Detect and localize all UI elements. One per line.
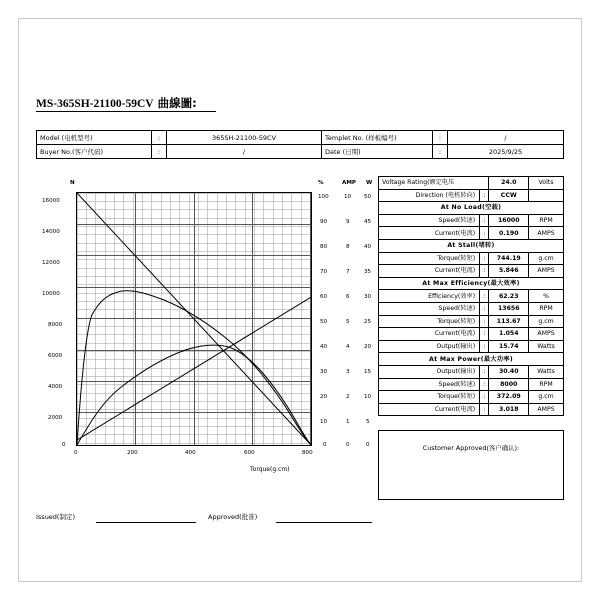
spec-label-direction: Direction (电机转向)	[379, 189, 480, 202]
spec-value-stall-current: 5.846	[489, 265, 529, 278]
spec-value-direction: CCW	[489, 189, 529, 202]
header-value-buyer: /	[167, 145, 322, 159]
spec-label-eff-current: Current(电流)	[379, 328, 480, 341]
xtick-400: 400	[185, 450, 196, 456]
axis-label-amp: AMP	[342, 180, 356, 186]
x-axis-title: Torque(g.cm)	[250, 466, 290, 473]
spec-value-eff-torque: 113.67	[489, 315, 529, 328]
ytick-pct-20: 20	[320, 394, 328, 400]
ytick-pct-50: 50	[320, 319, 328, 325]
ytick-w-30: 30	[364, 294, 372, 300]
spec-unit-stall-current: AMPS	[529, 265, 564, 278]
approved-label: Approved(批准)	[208, 513, 258, 521]
spec-unit-stall-torque: g.cm	[529, 252, 564, 265]
spec-unit-noload-current: AMPS	[529, 227, 564, 240]
spec-section-max-efficiency: At Max Efficiency(最大效率)	[379, 277, 564, 290]
table-row	[379, 252, 564, 265]
spec-unit-noload-speed: RPM	[529, 214, 564, 227]
spec-label-power-output: Output(输出)	[379, 365, 480, 378]
header-info-table	[36, 130, 564, 159]
spec-colon: :	[480, 302, 489, 315]
ytick-amp-9: 9	[346, 219, 350, 225]
ytick-amp-6: 6	[346, 294, 350, 300]
header-value-date: 2025/9/25	[448, 145, 564, 159]
spec-colon: :	[480, 227, 489, 240]
table-row	[37, 145, 564, 159]
ytick-n-2000: 2000	[48, 415, 63, 421]
header-colon: :	[152, 131, 167, 145]
spec-value-power-speed: 8000	[489, 378, 529, 391]
axis-label-percent: %	[318, 180, 324, 186]
spec-value-stall-torque: 744.19	[489, 252, 529, 265]
table-row	[379, 378, 564, 391]
page-title-model: MS-365SH-21100-59CV	[36, 98, 154, 110]
table-row	[379, 403, 564, 416]
efficiency-curve	[77, 291, 311, 445]
spec-unit-direction	[529, 189, 564, 202]
header-label-model: Model (电机型号)	[37, 131, 152, 145]
spec-label-power-speed: Speed(转速)	[379, 378, 480, 391]
table-row	[379, 239, 564, 252]
ytick-amp-0: 0	[346, 442, 350, 448]
spec-label-stall-torque: Torque(转矩)	[379, 252, 480, 265]
spec-value-power-output: 30.40	[489, 365, 529, 378]
header-label-templet: Templet No. (样板编号)	[322, 131, 433, 145]
header-colon: :	[433, 131, 448, 145]
spec-unit-eff-speed: RPM	[529, 302, 564, 315]
spec-unit-voltage: Volts	[529, 177, 564, 190]
spec-value-eff-efficiency: 62.23	[489, 290, 529, 303]
spec-label-noload-current: Current(电流)	[379, 227, 480, 240]
axis-label-n: N	[70, 180, 75, 186]
ytick-amp-2: 2	[346, 394, 350, 400]
ytick-n-6000: 6000	[48, 353, 63, 359]
spec-colon: :	[480, 290, 489, 303]
ytick-pct-80: 80	[320, 244, 328, 250]
spec-value-eff-output: 15.74	[489, 340, 529, 353]
spec-label-noload-speed: Speed(转速)	[379, 214, 480, 227]
spec-section-stall: At Stall(堵转)	[379, 239, 564, 252]
spec-value-power-current: 3.018	[489, 403, 529, 416]
spec-value-voltage: 24.0	[489, 177, 529, 190]
ytick-w-0: 0	[366, 442, 370, 448]
header-colon: :	[152, 145, 167, 159]
page-title	[36, 95, 197, 111]
spec-unit-eff-torque: g.cm	[529, 315, 564, 328]
title-underline	[36, 111, 216, 112]
table-row	[379, 277, 564, 290]
spec-colon: :	[480, 214, 489, 227]
ytick-n-10000: 10000	[42, 291, 60, 297]
ytick-w-25: 25	[364, 319, 372, 325]
spec-colon: :	[480, 378, 489, 391]
spec-unit-eff-output: Watts	[529, 340, 564, 353]
ytick-n-16000: 16000	[42, 198, 60, 204]
spec-label-eff-efficiency: Efficiency(效率)	[379, 290, 480, 303]
header-value-templet: /	[448, 131, 564, 145]
table-row	[379, 340, 564, 353]
table-row	[379, 353, 564, 366]
spec-section-no-load: At No Load(空载)	[379, 202, 564, 215]
header-label-buyer: Buyer No.(客户代码)	[37, 145, 152, 159]
ytick-amp-3: 3	[346, 369, 350, 375]
table-row	[379, 302, 564, 315]
spec-label-voltage: Voltage Rating(额定电压	[379, 177, 489, 190]
spec-colon: :	[480, 189, 489, 202]
ytick-w-15: 15	[364, 369, 372, 375]
table-row	[37, 131, 564, 145]
spec-label-power-current: Current(电流)	[379, 403, 480, 416]
table-row	[379, 328, 564, 341]
spec-section-max-power: At Max Power(最大功率)	[379, 353, 564, 366]
ytick-pct-70: 70	[320, 269, 328, 275]
ytick-pct-90: 90	[320, 219, 328, 225]
table-row	[379, 214, 564, 227]
ytick-pct-40: 40	[320, 344, 328, 350]
spec-value-noload-current: 0.190	[489, 227, 529, 240]
ytick-n-14000: 14000	[42, 229, 60, 235]
spec-label-power-torque: Torque(转矩)	[379, 391, 480, 404]
spec-unit-eff-current: AMPS	[529, 328, 564, 341]
spec-colon: :	[480, 365, 489, 378]
header-label-date: Date (日期)	[322, 145, 433, 159]
spec-value-eff-speed: 13656	[489, 302, 529, 315]
plot-area	[76, 192, 312, 446]
spec-colon: :	[480, 328, 489, 341]
table-row	[379, 315, 564, 328]
ytick-w-40: 40	[364, 244, 372, 250]
spec-unit-power-current: AMPS	[529, 403, 564, 416]
ytick-n-12000: 12000	[42, 260, 60, 266]
ytick-w-20: 20	[364, 344, 372, 350]
spec-label-eff-torque: Torque(转矩)	[379, 315, 480, 328]
ytick-amp-10: 10	[344, 194, 352, 200]
ytick-w-10: 10	[364, 394, 372, 400]
performance-chart	[36, 176, 372, 516]
table-row	[379, 202, 564, 215]
ytick-amp-4: 4	[346, 344, 350, 350]
specification-table	[378, 176, 564, 416]
spec-unit-power-speed: RPM	[529, 378, 564, 391]
spec-colon: :	[480, 403, 489, 416]
header-colon: :	[433, 145, 448, 159]
axis-label-w: W	[366, 180, 373, 186]
spec-value-power-torque: 372.09	[489, 391, 529, 404]
power-curve	[77, 345, 311, 445]
spec-unit-power-output: Watts	[529, 365, 564, 378]
spec-colon: :	[480, 391, 489, 404]
issued-label: Issued(制定)	[36, 513, 76, 521]
ytick-pct-0: 0	[323, 442, 327, 448]
ytick-w-50: 50	[364, 194, 372, 200]
spec-value-eff-current: 1.054	[489, 328, 529, 341]
spec-colon: :	[480, 340, 489, 353]
ytick-pct-60: 60	[320, 294, 328, 300]
xtick-800: 800	[302, 450, 313, 456]
customer-approval-label: Customer Approved(客户确认):	[422, 444, 520, 452]
header-value-model: 365SH-21100-59CV	[167, 131, 322, 145]
customer-approval-box	[378, 430, 564, 500]
spec-unit-power-torque: g.cm	[529, 391, 564, 404]
ytick-w-5: 5	[366, 419, 370, 425]
ytick-amp-1: 1	[346, 419, 350, 425]
table-row	[379, 391, 564, 404]
ytick-w-45: 45	[364, 219, 372, 225]
spec-colon: :	[480, 265, 489, 278]
spec-label-eff-speed: Speed(转速)	[379, 302, 480, 315]
xtick-600: 600	[244, 450, 255, 456]
ytick-n-4000: 4000	[48, 384, 63, 390]
ytick-pct-100: 100	[318, 194, 329, 200]
ytick-amp-7: 7	[346, 269, 350, 275]
ytick-pct-10: 10	[320, 419, 328, 425]
spec-unit-eff-efficiency: %	[529, 290, 564, 303]
table-row	[379, 365, 564, 378]
curve-lines	[77, 193, 311, 445]
xtick-0: 0	[74, 450, 78, 456]
spec-label-eff-output: Output(输出)	[379, 340, 480, 353]
approved-signature-line	[276, 522, 372, 523]
table-row	[379, 290, 564, 303]
ytick-amp-8: 8	[346, 244, 350, 250]
ytick-n-8000: 8000	[48, 322, 63, 328]
issued-signature-line	[96, 522, 196, 523]
xtick-200: 200	[127, 450, 138, 456]
spec-colon: :	[480, 252, 489, 265]
spec-label-stall-current: Current(电流)	[379, 265, 480, 278]
table-row	[379, 177, 564, 190]
ytick-w-35: 35	[364, 269, 372, 275]
spec-value-noload-speed: 16000	[489, 214, 529, 227]
ytick-n-0: 0	[62, 442, 66, 448]
table-row	[379, 265, 564, 278]
ytick-pct-30: 30	[320, 369, 328, 375]
page-title-suffix: 曲線圖:	[153, 96, 197, 110]
table-row	[379, 227, 564, 240]
ytick-amp-5: 5	[346, 319, 350, 325]
table-row	[379, 189, 564, 202]
spec-colon: :	[480, 315, 489, 328]
